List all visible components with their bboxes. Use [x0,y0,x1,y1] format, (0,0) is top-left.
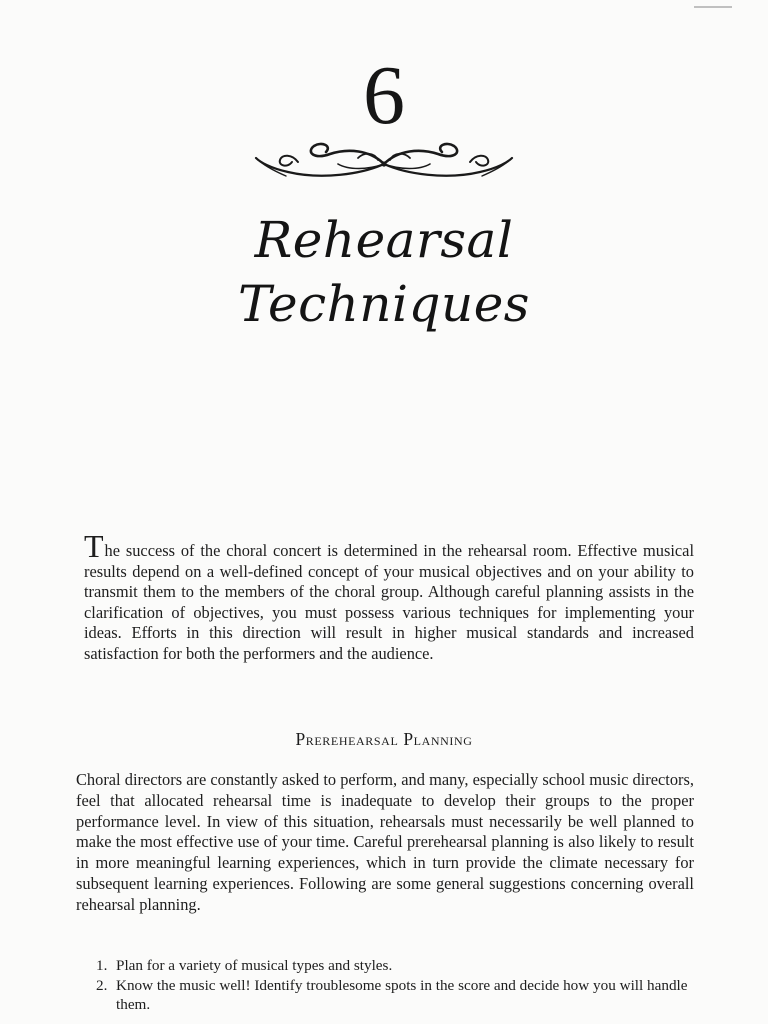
section-heading: Prerehearsal Planning [295,729,473,749]
chapter-title [0,208,768,336]
list-item-text: Know the music well! Identify troublesome spots in the score and decide how you will handle them. [116,977,688,1013]
flourish-ornament-icon [252,140,516,186]
intro-paragraph [84,528,694,664]
list-item [96,956,696,975]
chapter-title-line-2: Techniques [238,275,530,333]
list-item-text: Plan for a variety of musical types and styles. [116,957,393,974]
planning-list [96,956,696,1015]
drop-cap: T [84,528,104,564]
chapter-title-line-1: Rehearsal [254,211,514,269]
chapter-number: 6 [363,49,405,142]
list-item [96,976,696,1014]
intro-text: he success of the choral concert is determined in the rehearsal room. Effective musical results depend on a well-defined concept of your musical objectives and on your ability to transmit them to the members of the choral group. Although careful planning assists in the clarification of objectives, you must possess various techniques for implementing your ideas. Efforts in this direction will result in higher musical standards and increased satisfaction for both the performers and the audience. [84,541,694,663]
list-item-number: 1. [96,957,108,974]
list-item-number: 2. [96,977,108,994]
scan-mark [694,6,732,8]
section-paragraph: Choral directors are constantly asked to perform, and many, especially school music directors, feel that allocated rehearsal time is inadequate to develop their groups to the proper performance level. In view of this situation, rehearsals must necessarily be well planned to make the most effective use of your time. Careful prerehearsal planning is also likely to result in more meaningful learning experiences, which in turn provide the climate necessary for subsequent learning experiences. Following are some general suggestions concerning overall rehearsal planning. [76,770,694,914]
